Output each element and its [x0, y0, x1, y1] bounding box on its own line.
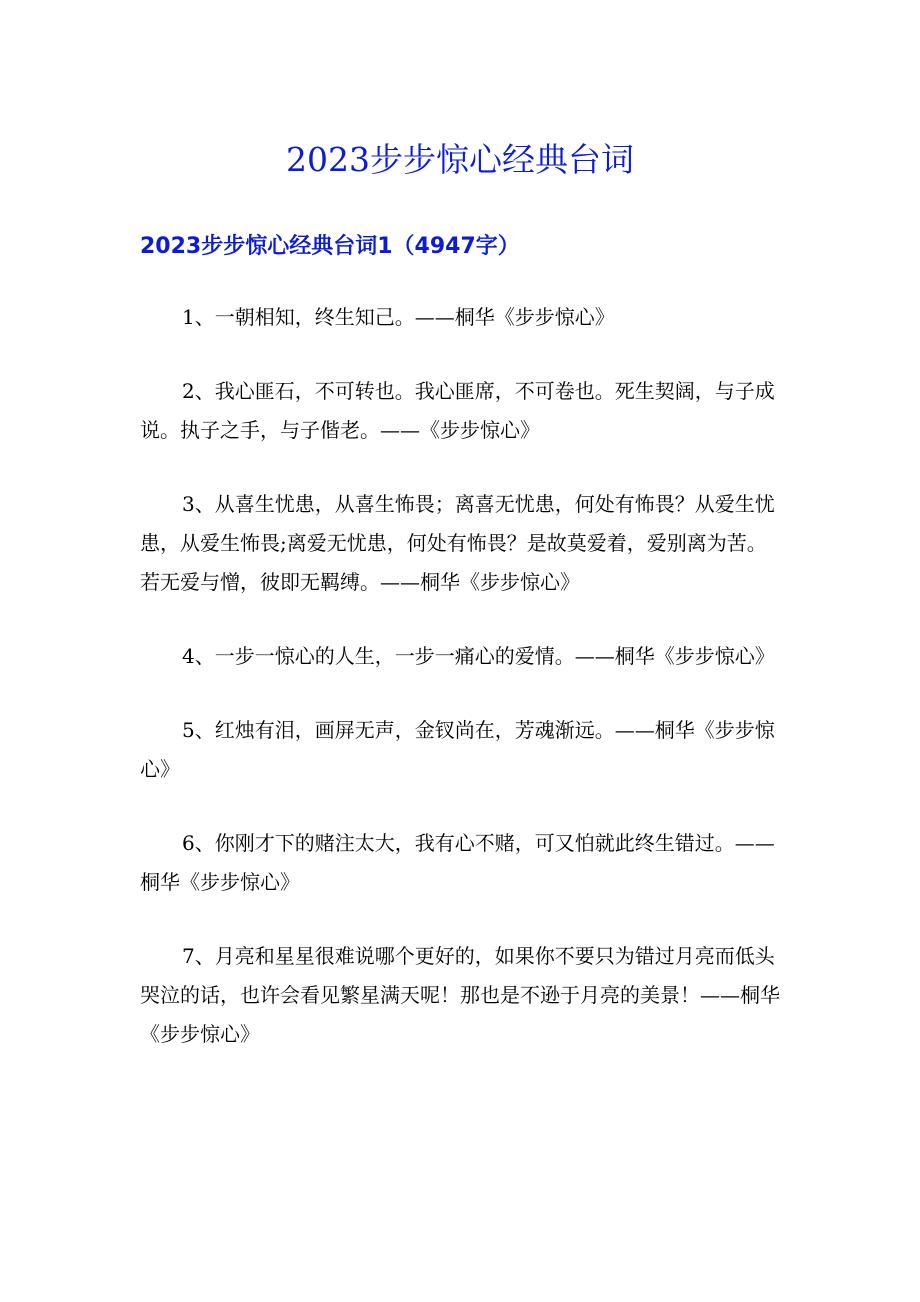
quote-entry-1: 1、一朝相知，终生知己。——桐华《步步惊心》 [182, 305, 615, 329]
section-heading: 2023步步惊心经典台词1（4947字） [140, 234, 520, 259]
document-title: 2023步步惊心经典台词 [286, 140, 634, 179]
quote-entry-4: 4、一步一惊心的人生，一步一痛心的爱情。——桐华《步步惊心》 [182, 644, 775, 668]
quote-entry-2: 2、我心匪石，不可转也。我心匪席，不可卷也。死生契阔，与子成说。执子之手，与子偕老。——《步步惊心》 [140, 379, 775, 442]
quote-entry-6: 6、你刚才下的赌注太大，我有心不赌，可又怕就此终生错过。——桐华《步步惊心》 [140, 831, 775, 894]
quote-list [140, 298, 780, 1089]
quote-entry-7: 7、月亮和星星很难说哪个更好的，如果你不要只为错过月亮而低头哭泣的话，也许会看见繁星满天呢！那也是不逊于月亮的美景！——桐华《步步惊心》 [140, 944, 780, 1046]
quote-entry-3: 3、从喜生忧患，从喜生怖畏；离喜无忧患，何处有怖畏？从爱生忧患，从爱生怖畏;离爱无忧患，何处有怖畏？是故莫爱着，爱别离为苦。若无爱与憎，彼即无羁缚。——桐华《步步惊心》 [140, 492, 775, 594]
quote-entry-5: 5、红烛有泪，画屏无声，金钗尚在，芳魂渐远。——桐华《步步惊心》 [140, 718, 775, 781]
